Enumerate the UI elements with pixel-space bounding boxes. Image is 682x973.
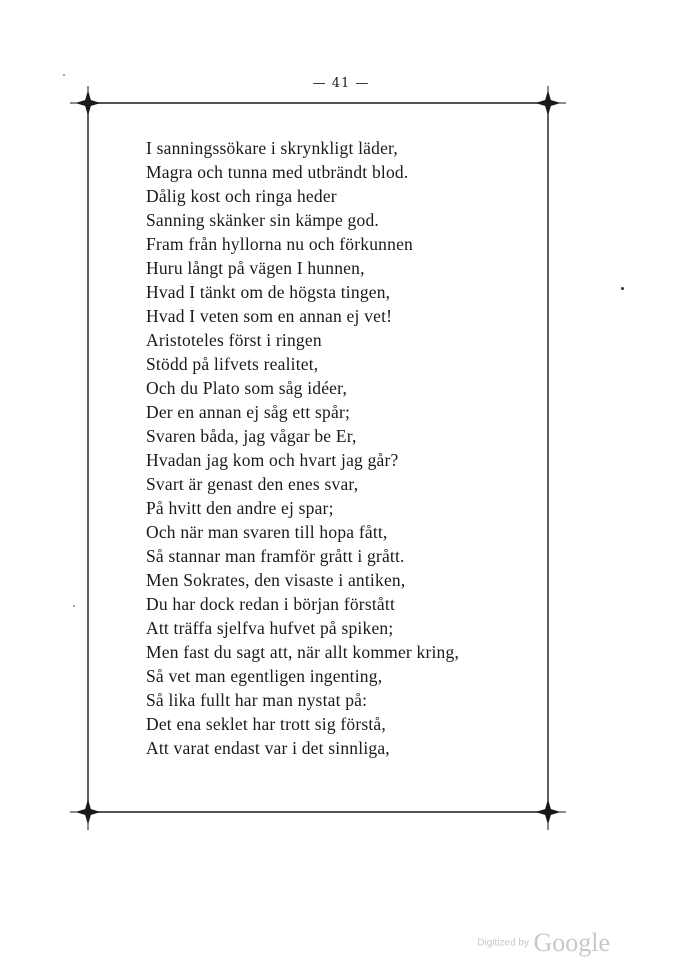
poem-line: Men fast du sagt att, när allt kommer kring, <box>146 642 460 662</box>
poem-line: Men Sokrates, den visaste i antiken, <box>146 570 406 590</box>
poem-line: Huru långt på vägen I hunnen, <box>146 258 365 278</box>
poem-line: Aristoteles först i ringen <box>146 330 322 350</box>
poem-line: Det ena seklet har trott sig förstå, <box>146 714 386 734</box>
poem-line: Och när man svaren till hopa fått, <box>146 522 388 542</box>
google-logo: Google <box>533 928 610 957</box>
poem-line: Så vet man egentligen ingenting, <box>146 666 383 686</box>
poem-line: Sanning skänker sin kämpe god. <box>146 210 379 230</box>
page-number: — 41 — <box>312 76 370 91</box>
poem-line: Der en annan ej såg ett spår; <box>146 402 351 422</box>
poem-line: Och du Plato som såg idéer, <box>146 378 348 398</box>
poem-line: Stödd på lifvets realitet, <box>146 354 319 374</box>
print-speck <box>63 74 65 76</box>
poem-line: Så lika fullt har man nystat på: <box>146 690 368 710</box>
poem-line: Fram från hyllorna nu och förkunnen <box>146 234 413 254</box>
poem-line: Att träffa sjelfva hufvet på spiken; <box>146 618 394 638</box>
poem-line: Så stannar man framför grått i grått. <box>146 546 405 566</box>
poem-line: Svart är genast den enes svar, <box>146 474 359 494</box>
poem-line: Att varat endast var i det sinnliga, <box>146 738 390 758</box>
corner-ornament-top-right-icon <box>537 86 566 114</box>
poem-line: Dålig kost och ringa heder <box>146 186 337 206</box>
poem-line: Hvad I tänkt om de högsta tingen, <box>146 282 391 302</box>
poem-line: Du har dock redan i början förstått <box>146 594 396 614</box>
poem-line: Magra och tunna med utbrändt blod. <box>146 162 409 182</box>
poem-line: Hvadan jag kom och hvart jag går? <box>146 450 399 470</box>
poem-line: I sanningssökare i skrynkligt läder, <box>146 138 398 158</box>
corner-ornament-bottom-right-icon <box>537 801 566 830</box>
print-speck <box>621 287 624 290</box>
poem-line: Svaren båda, jag vågar be Er, <box>146 426 357 446</box>
poem-text <box>146 136 526 760</box>
corner-ornament-top-left-icon <box>70 86 99 114</box>
print-speck <box>73 605 75 607</box>
digitized-by-google-watermark <box>477 928 610 958</box>
watermark-prefix: Digitized by <box>477 937 529 949</box>
poem-line: På hvitt den andre ej spar; <box>146 498 334 518</box>
poem-line: Hvad I veten som en annan ej vet! <box>146 306 393 326</box>
corner-ornament-bottom-left-icon <box>70 801 99 830</box>
